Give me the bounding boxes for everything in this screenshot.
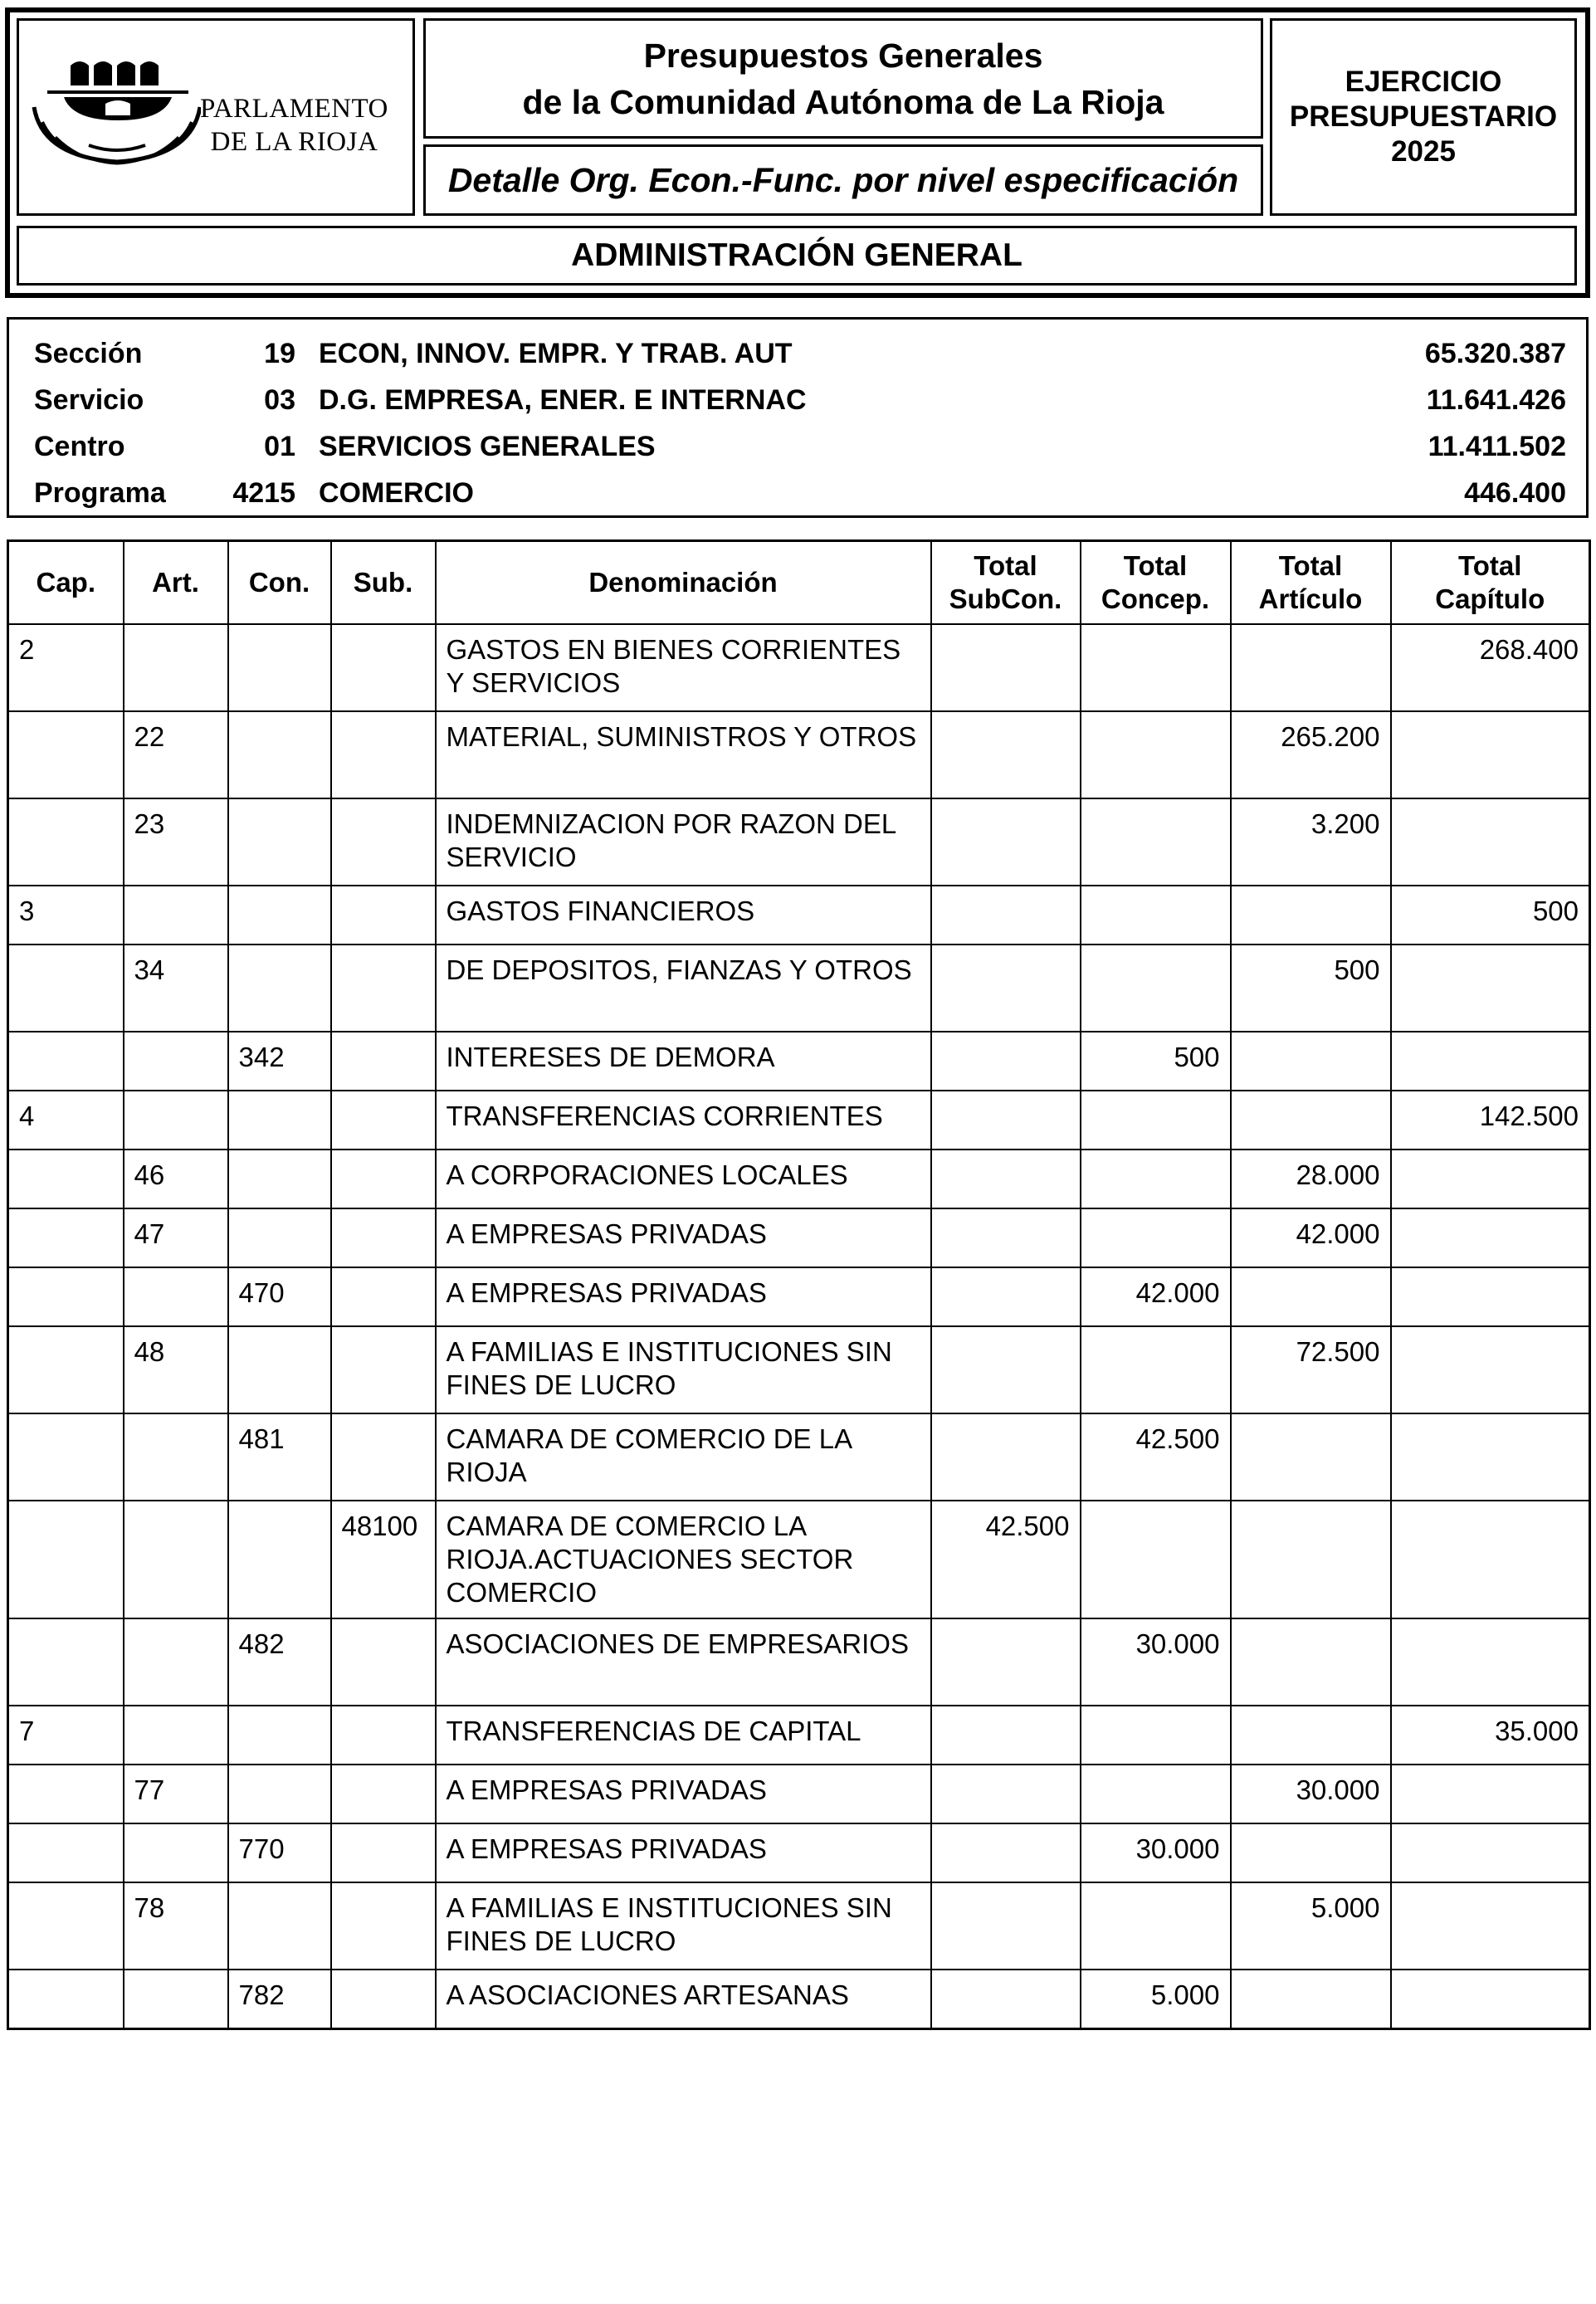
cell-total-concep [1081,1208,1231,1267]
logo-panel [17,18,415,216]
cell-art [124,1501,228,1618]
cell-total-subcon [931,886,1081,945]
cell-total-capitulo [1391,711,1590,798]
cell-total-subcon [931,1706,1081,1765]
parlamento-logo-icon [31,57,201,182]
table-row [8,1765,1590,1823]
cell-total-subcon [931,1823,1081,1882]
table-header-row [8,541,1590,625]
program-info [7,317,1589,518]
cell-total-capitulo: 268.400 [1391,624,1590,711]
cell-total-concep [1081,1765,1231,1823]
cell-con: 482 [228,1618,331,1706]
cell-cap: 3 [8,886,124,945]
cell-cap [8,1326,124,1413]
table-row [8,1823,1590,1882]
info-code: 03 [264,384,295,416]
cell-art: 47 [124,1208,228,1267]
cell-total-subcon [931,1618,1081,1706]
cell-sub [331,1326,436,1413]
cell-art [124,1032,228,1091]
cell-total-subcon: 42.500 [931,1501,1081,1618]
cell-total-capitulo [1391,1208,1590,1267]
cell-sub [331,886,436,945]
info-row-seccion [9,331,1586,377]
cell-total-concep [1081,1501,1231,1618]
cell-total-articulo: 30.000 [1231,1765,1391,1823]
cell-total-articulo [1231,1618,1391,1706]
cell-total-subcon [931,1032,1081,1091]
cell-art: 22 [124,711,228,798]
cell-cap [8,1208,124,1267]
cell-sub [331,1413,436,1501]
table-row [8,1150,1590,1208]
cell-total-concep: 5.000 [1081,1970,1231,2028]
cell-con [228,1882,331,1970]
table-row [8,624,1590,711]
cell-total-concep [1081,798,1231,886]
ejercicio-year: 2025 [1391,135,1456,168]
cell-denominacion: A EMPRESAS PRIVADAS [436,1267,931,1326]
info-label: Centro [34,431,125,462]
cell-sub [331,945,436,1032]
cell-denominacion: ASOCIACIONES DE EMPRESARIOS [436,1618,931,1706]
cell-cap [8,798,124,886]
cell-total-subcon [931,1208,1081,1267]
table-row [8,798,1590,886]
cell-con [228,945,331,1032]
cell-sub [331,1150,436,1208]
cell-cap [8,711,124,798]
cell-total-subcon [931,1267,1081,1326]
cell-art: 23 [124,798,228,886]
cell-total-concep [1081,1326,1231,1413]
cell-total-subcon [931,711,1081,798]
cell-total-articulo [1231,886,1391,945]
cell-art [124,1267,228,1326]
cell-total-concep: 30.000 [1081,1618,1231,1706]
info-name: D.G. EMPRESA, ENER. E INTERNAC [319,384,807,416]
table-row [8,1618,1590,1706]
info-label: Programa [34,477,166,509]
cell-total-capitulo [1391,798,1590,886]
cell-art [124,1706,228,1765]
cell-total-concep [1081,1091,1231,1150]
info-name: COMERCIO [319,477,474,509]
cell-total-subcon [931,1091,1081,1150]
cell-total-articulo [1231,1823,1391,1882]
cell-con [228,1326,331,1413]
table-row [8,1882,1590,1970]
cell-total-capitulo: 35.000 [1391,1706,1590,1765]
header-total-concep-line-2: Concep. [1101,583,1210,614]
cell-denominacion: A EMPRESAS PRIVADAS [436,1208,931,1267]
cell-denominacion: MATERIAL, SUMINISTROS Y OTROS [436,711,931,798]
document-subtitle: Detalle Org. Econ.-Func. por nivel especificación [447,160,1239,199]
budget-table [7,539,1591,2030]
cell-total-capitulo [1391,1326,1590,1413]
cell-total-subcon [931,1413,1081,1501]
cell-total-articulo: 5.000 [1231,1882,1391,1970]
cell-total-concep: 42.000 [1081,1267,1231,1326]
table-row [8,1706,1590,1765]
cell-con: 470 [228,1267,331,1326]
header-total-articulo-line-2: Artículo [1258,583,1363,614]
cell-total-subcon [931,624,1081,711]
cell-denominacion: CAMARA DE COMERCIO DE LA RIOJA [436,1413,931,1501]
cell-total-articulo: 3.200 [1231,798,1391,886]
cell-total-capitulo [1391,1618,1590,1706]
header-total-capitulo [1391,541,1590,625]
cell-denominacion: A ASOCIACIONES ARTESANAS [436,1970,931,2028]
cell-total-capitulo [1391,1413,1590,1501]
logo-text [200,92,388,159]
cell-art [124,1091,228,1150]
cell-cap [8,1823,124,1882]
header-sub: Sub. [331,541,436,625]
cell-denominacion: INDEMNIZACION POR RAZON DEL SERVICIO [436,798,931,886]
ejercicio-line-1: EJERCICIO [1345,66,1502,98]
cell-con [228,1208,331,1267]
cell-total-subcon [931,1882,1081,1970]
cell-total-capitulo [1391,1150,1590,1208]
cell-cap: 4 [8,1091,124,1150]
cell-denominacion: GASTOS FINANCIEROS [436,886,931,945]
info-row-centro [9,424,1586,470]
cell-art [124,624,228,711]
cell-denominacion: A EMPRESAS PRIVADAS [436,1765,931,1823]
logo-line-1: PARLAMENTO [200,94,388,124]
cell-total-capitulo [1391,1032,1590,1091]
cell-con [228,1501,331,1618]
document-title-line-1: Presupuestos Generales [643,36,1043,75]
info-row-servicio [9,378,1586,423]
ejercicio-line-2: PRESUPUESTARIO [1289,100,1558,133]
cell-total-capitulo [1391,1823,1590,1882]
table-row [8,1208,1590,1267]
cell-total-articulo: 500 [1231,945,1391,1032]
cell-total-concep [1081,886,1231,945]
cell-sub [331,624,436,711]
info-code: 4215 [232,477,295,509]
cell-art [124,1413,228,1501]
header-total-concep [1081,541,1231,625]
cell-total-capitulo: 500 [1391,886,1590,945]
header-cap: Cap. [8,541,124,625]
cell-total-capitulo [1391,1765,1590,1823]
cell-sub [331,1706,436,1765]
cell-con [228,1150,331,1208]
cell-art [124,886,228,945]
cell-con [228,886,331,945]
cell-total-articulo [1231,1970,1391,2028]
cell-total-concep [1081,711,1231,798]
cell-cap [8,1150,124,1208]
cell-con [228,1091,331,1150]
info-label: Servicio [34,384,144,416]
cell-con: 342 [228,1032,331,1091]
cell-denominacion: A FAMILIAS E INSTITUCIONES SIN FINES DE LUCRO [436,1326,931,1413]
cell-cap [8,1618,124,1706]
cell-total-capitulo: 142.500 [1391,1091,1590,1150]
cell-total-articulo [1231,1413,1391,1501]
cell-total-concep: 42.500 [1081,1413,1231,1501]
table-row [8,1413,1590,1501]
info-code: 01 [264,431,295,462]
table-row [8,945,1590,1032]
info-name: ECON, INNOV. EMPR. Y TRAB. AUT [319,338,793,369]
cell-sub [331,1970,436,2028]
cell-total-articulo [1231,1706,1391,1765]
cell-total-articulo [1231,1501,1391,1618]
cell-art: 46 [124,1150,228,1208]
cell-art: 34 [124,945,228,1032]
cell-total-articulo: 265.200 [1231,711,1391,798]
administracion-panel [17,226,1577,286]
cell-cap [8,1032,124,1091]
header-art: Art. [124,541,228,625]
cell-sub [331,1618,436,1706]
cell-total-capitulo [1391,1267,1590,1326]
cell-denominacion: CAMARA DE COMERCIO LA RIOJA.ACTUACIONES SECTOR COMERCIO [436,1501,931,1618]
cell-sub [331,1032,436,1091]
cell-denominacion: A FAMILIAS E INSTITUCIONES SIN FINES DE LUCRO [436,1882,931,1970]
header-denominacion: Denominación [436,541,931,625]
cell-con [228,1706,331,1765]
table-row [8,886,1590,945]
cell-con: 481 [228,1413,331,1501]
title-panel [423,18,1263,139]
cell-sub [331,1267,436,1326]
cell-denominacion: A CORPORACIONES LOCALES [436,1150,931,1208]
cell-sub [331,1765,436,1823]
header-total-articulo-line-1: Total [1278,550,1343,581]
cell-sub [331,1882,436,1970]
cell-total-subcon [931,798,1081,886]
cell-total-subcon [931,1765,1081,1823]
cell-cap [8,1413,124,1501]
info-row-programa [9,471,1586,516]
cell-denominacion: GASTOS EN BIENES CORRIENTES Y SERVICIOS [436,624,931,711]
cell-total-subcon [931,1970,1081,2028]
cell-cap [8,1970,124,2028]
cell-sub [331,798,436,886]
cell-sub [331,1823,436,1882]
cell-art [124,1823,228,1882]
header-con: Con. [228,541,331,625]
cell-sub [331,1208,436,1267]
cell-cap: 7 [8,1706,124,1765]
cell-sub [331,1091,436,1150]
info-amount: 65.320.387 [1424,338,1566,369]
cell-total-subcon [931,945,1081,1032]
cell-total-articulo: 42.000 [1231,1208,1391,1267]
cell-total-articulo [1231,1091,1391,1150]
header-total-subcon [931,541,1081,625]
cell-con [228,711,331,798]
cell-total-concep [1081,1150,1231,1208]
cell-total-articulo: 28.000 [1231,1150,1391,1208]
cell-total-concep: 500 [1081,1032,1231,1091]
cell-denominacion: TRANSFERENCIAS CORRIENTES [436,1091,931,1150]
cell-total-concep [1081,1882,1231,1970]
cell-total-articulo [1231,624,1391,711]
cell-sub: 48100 [331,1501,436,1618]
document-title-line-2: de la Comunidad Autónoma de La Rioja [522,82,1164,121]
cell-total-articulo: 72.500 [1231,1326,1391,1413]
info-name: SERVICIOS GENERALES [319,431,656,462]
cell-denominacion: TRANSFERENCIAS DE CAPITAL [436,1706,931,1765]
cell-total-concep [1081,1706,1231,1765]
cell-con [228,624,331,711]
info-amount: 446.400 [1464,477,1566,509]
cell-cap: 2 [8,624,124,711]
cell-total-capitulo [1391,1970,1590,2028]
cell-con: 770 [228,1823,331,1882]
cell-denominacion: A EMPRESAS PRIVADAS [436,1823,931,1882]
cell-con [228,798,331,886]
table-row [8,1326,1590,1413]
info-amount: 11.411.502 [1428,431,1566,462]
header-total-capitulo-line-2: Capítulo [1435,583,1545,614]
cell-art [124,1970,228,2028]
cell-art: 78 [124,1882,228,1970]
header-total-articulo [1231,541,1391,625]
cell-art [124,1618,228,1706]
header-total-subcon-line-1: Total [974,550,1037,581]
cell-total-concep: 30.000 [1081,1823,1231,1882]
cell-total-capitulo [1391,1501,1590,1618]
cell-cap [8,1267,124,1326]
cell-total-articulo [1231,1032,1391,1091]
cell-total-capitulo [1391,1882,1590,1970]
cell-total-concep [1081,945,1231,1032]
cell-total-subcon [931,1326,1081,1413]
table-row [8,711,1590,798]
cell-denominacion: INTERESES DE DEMORA [436,1032,931,1091]
administracion-title: ADMINISTRACIÓN GENERAL [571,237,1023,273]
table-row [8,1267,1590,1326]
cell-cap [8,945,124,1032]
table-row [8,1970,1590,2028]
header-total-concep-line-1: Total [1123,550,1188,581]
info-code: 19 [264,338,295,369]
cell-art: 77 [124,1765,228,1823]
cell-denominacion: DE DEPOSITOS, FIANZAS Y OTROS [436,945,931,1032]
cell-sub [331,711,436,798]
ejercicio-panel [1270,18,1577,216]
cell-art: 48 [124,1326,228,1413]
subtitle-panel [423,144,1263,216]
header-total-capitulo-line-1: Total [1458,550,1522,581]
info-label: Sección [34,338,143,369]
logo-line-2: DE LA RIOJA [210,127,378,157]
cell-cap [8,1882,124,1970]
cell-cap [8,1765,124,1823]
table-row [8,1501,1590,1618]
cell-total-capitulo [1391,945,1590,1032]
table-row [8,1091,1590,1150]
info-amount: 11.641.426 [1426,384,1566,416]
cell-total-subcon [931,1150,1081,1208]
table-row [8,1032,1590,1091]
cell-total-concep [1081,624,1231,711]
cell-total-articulo [1231,1267,1391,1326]
cell-cap [8,1501,124,1618]
header-total-subcon-line-2: SubCon. [949,583,1062,614]
cell-con [228,1765,331,1823]
cell-con: 782 [228,1970,331,2028]
